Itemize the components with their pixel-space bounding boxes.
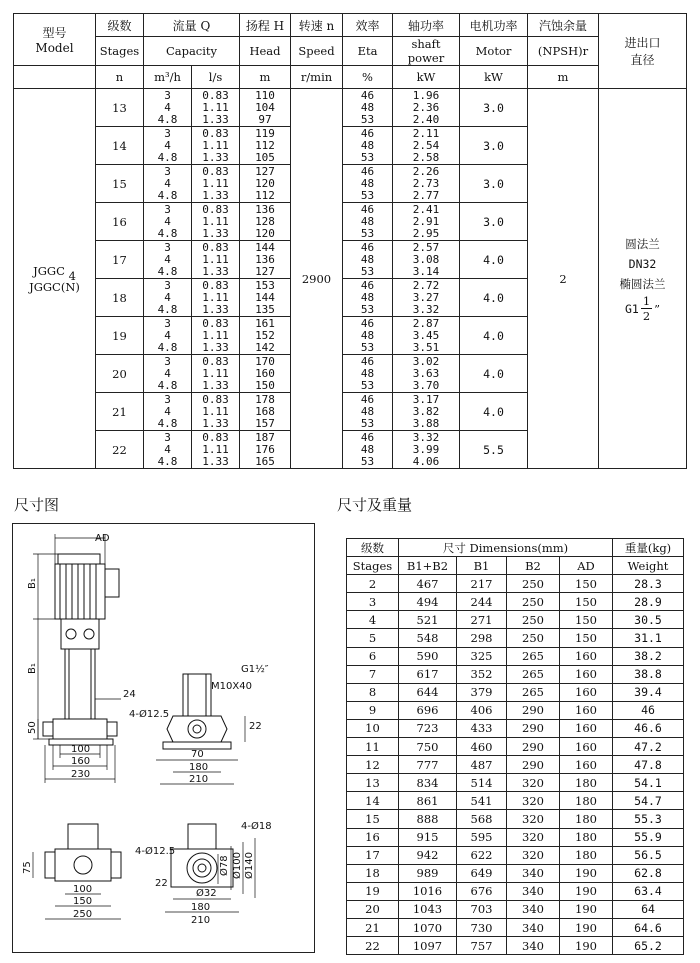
eta-header: 效率 xyxy=(343,14,393,37)
dims-b1-cell: 595 xyxy=(457,828,507,846)
dims-row xyxy=(347,828,684,846)
label-160: 160 xyxy=(71,756,91,767)
label-50: 50 xyxy=(27,721,38,734)
dims-weight-cell: 39.4 xyxy=(613,683,684,701)
flow-unit-ls: l/s xyxy=(192,66,240,89)
flow-m3h-cell: 3 4 4.8 xyxy=(144,203,192,241)
flow-m3h-cell: 3 4 4.8 xyxy=(144,431,192,469)
dims-weight-cell: 55.9 xyxy=(613,828,684,846)
stages-cell: 16 xyxy=(96,203,144,241)
npsh-cell: 2 xyxy=(528,89,599,469)
dims-stages-cell: 15 xyxy=(347,810,399,828)
label-d78: Ø78 xyxy=(219,855,230,876)
dims-stages-cell: 7 xyxy=(347,665,399,683)
label-230: 230 xyxy=(71,769,91,780)
dims-b2-cell: 320 xyxy=(507,846,560,864)
eta-cell: 46 48 53 xyxy=(343,165,393,203)
label-b1-mid: B₁ xyxy=(27,663,38,674)
dims-stages-cell: 14 xyxy=(347,792,399,810)
head-cell: 110 104 97 xyxy=(240,89,291,127)
dims-row xyxy=(347,665,684,683)
dims-b1b2-cell: 942 xyxy=(399,846,457,864)
dims-b2-cell: 250 xyxy=(507,629,560,647)
dims-row xyxy=(347,647,684,665)
dims-b1b2-cell: 861 xyxy=(399,792,457,810)
dims-stages-cell: 11 xyxy=(347,738,399,756)
flow-m3h-cell: 3 4 4.8 xyxy=(144,127,192,165)
stages-cell: 20 xyxy=(96,355,144,393)
dims-stages-cell: 10 xyxy=(347,719,399,737)
stages-cell: 18 xyxy=(96,279,144,317)
shaft-power-cell: 2.11 2.54 2.58 xyxy=(393,127,460,165)
dims-ad-cell: 150 xyxy=(560,629,613,647)
flow-ls-cell: 0.83 1.11 1.33 xyxy=(192,431,240,469)
dims-row xyxy=(347,900,684,918)
flow-m3h-cell: 3 4 4.8 xyxy=(144,89,192,127)
label-75: 75 xyxy=(22,861,33,874)
eta-cell: 46 48 53 xyxy=(343,279,393,317)
label-d140: Ø140 xyxy=(244,852,255,879)
dims-b1b2-cell: 548 xyxy=(399,629,457,647)
npsh-header: 汽蚀余量 xyxy=(528,14,599,37)
flow-ls-cell: 0.83 1.11 1.33 xyxy=(192,355,240,393)
dims-b1b2-cell: 750 xyxy=(399,738,457,756)
model-cell: JGGC 4 JGGC(N) xyxy=(14,89,96,469)
speed-unit: r/min xyxy=(291,66,343,89)
dims-b2-cell: 250 xyxy=(507,593,560,611)
label-g1-half: G1½″ xyxy=(241,664,269,675)
head-cell: 178 168 157 xyxy=(240,393,291,431)
label-m10x40: M10X40 xyxy=(211,681,252,692)
motor-power-cell: 3.0 xyxy=(460,165,528,203)
dims-b1b2-cell: 1043 xyxy=(399,900,457,918)
shaft-unit: kW xyxy=(393,66,460,89)
dims-stages-cell: 21 xyxy=(347,918,399,936)
dims-ad-cell: 190 xyxy=(560,918,613,936)
dims-ad-cell: 160 xyxy=(560,756,613,774)
dims-weight-cell: 63.4 xyxy=(613,882,684,900)
dims-ad-cell: 160 xyxy=(560,647,613,665)
motor-power-cell: 5.5 xyxy=(460,431,528,469)
shaft-power-cell: 3.17 3.82 3.88 xyxy=(393,393,460,431)
dims-weight-cell: 64 xyxy=(613,900,684,918)
dims-b1-cell: 352 xyxy=(457,665,507,683)
head-cell: 187 176 165 xyxy=(240,431,291,469)
dims-stages-header-en: Stages xyxy=(347,557,399,575)
dims-b1b2-cell: 494 xyxy=(399,593,457,611)
dims-weight-cell: 64.6 xyxy=(613,918,684,936)
flow-m3h-cell: 3 4 4.8 xyxy=(144,165,192,203)
dimensions-table xyxy=(346,538,684,955)
dims-row xyxy=(347,629,684,647)
eta-cell: 46 48 53 xyxy=(343,89,393,127)
dims-row xyxy=(347,846,684,864)
head-unit: m xyxy=(240,66,291,89)
flow-ls-cell: 0.83 1.11 1.33 xyxy=(192,127,240,165)
dims-b1b2-cell: 1097 xyxy=(399,937,457,955)
dims-b1-cell: 271 xyxy=(457,611,507,629)
dims-ad-cell: 160 xyxy=(560,683,613,701)
dims-ad-cell: 190 xyxy=(560,937,613,955)
stages-cell: 21 xyxy=(96,393,144,431)
dims-b1b2-cell: 777 xyxy=(399,756,457,774)
dims-weight-cell: 47.2 xyxy=(613,738,684,756)
dims-stages-cell: 6 xyxy=(347,647,399,665)
dims-b1b2-cell: 521 xyxy=(399,611,457,629)
dims-b2-cell: 340 xyxy=(507,937,560,955)
flow-ls-cell: 0.83 1.11 1.33 xyxy=(192,165,240,203)
dims-row xyxy=(347,810,684,828)
dims-b1b2-cell: 723 xyxy=(399,719,457,737)
shaft-power-cell: 2.26 2.73 2.77 xyxy=(393,165,460,203)
speed-cell: 2900 xyxy=(291,89,343,469)
dims-b1b2-cell: 1016 xyxy=(399,882,457,900)
head-cell: 136 128 120 xyxy=(240,203,291,241)
stages-cell: 19 xyxy=(96,317,144,355)
flow-ls-cell: 0.83 1.11 1.33 xyxy=(192,279,240,317)
dims-row xyxy=(347,774,684,792)
performance-table xyxy=(13,13,687,469)
label-150: 150 xyxy=(73,896,93,907)
dims-stages-cell: 17 xyxy=(347,846,399,864)
label-210: 210 xyxy=(189,774,209,785)
flow-header: 流量 Q xyxy=(144,14,240,37)
dims-stages-cell: 18 xyxy=(347,864,399,882)
label-ad: AD xyxy=(95,533,110,544)
dims-ad-header: AD xyxy=(560,557,613,575)
dims-b1-cell: 649 xyxy=(457,864,507,882)
dims-weight-cell: 46 xyxy=(613,701,684,719)
eta-cell: 46 48 53 xyxy=(343,431,393,469)
dims-b2-cell: 320 xyxy=(507,810,560,828)
eta-cell: 46 48 53 xyxy=(343,393,393,431)
shaft-power-cell: 2.72 3.27 3.32 xyxy=(393,279,460,317)
motor-power-cell: 4.0 xyxy=(460,241,528,279)
dims-b1-cell: 325 xyxy=(457,647,507,665)
label-d100: Ø100 xyxy=(232,852,243,879)
dims-b2-cell: 265 xyxy=(507,683,560,701)
motor-power-cell: 4.0 xyxy=(460,317,528,355)
dims-ad-cell: 180 xyxy=(560,828,613,846)
dims-b2-cell: 340 xyxy=(507,882,560,900)
dims-row xyxy=(347,756,684,774)
dims-row xyxy=(347,683,684,701)
dims-weight-cell: 54.1 xyxy=(613,774,684,792)
dims-stages-cell: 4 xyxy=(347,611,399,629)
speed-header: 转速 n xyxy=(291,14,343,37)
dims-ad-cell: 180 xyxy=(560,846,613,864)
eta-cell: 46 48 53 xyxy=(343,355,393,393)
dims-weight-cell: 54.7 xyxy=(613,792,684,810)
model-header: 型号 Model xyxy=(14,14,96,66)
dims-b2-cell: 265 xyxy=(507,665,560,683)
dims-b2-cell: 340 xyxy=(507,900,560,918)
dims-row xyxy=(347,738,684,756)
dims-ad-cell: 190 xyxy=(560,864,613,882)
dims-row xyxy=(347,864,684,882)
dims-weight-cell: 31.1 xyxy=(613,629,684,647)
dims-weight-cell: 65.2 xyxy=(613,937,684,955)
stages-cell: 13 xyxy=(96,89,144,127)
dims-b2-cell: 250 xyxy=(507,611,560,629)
label-22-bottom: 22 xyxy=(155,878,168,889)
label-d32: Ø32 xyxy=(196,888,217,899)
dims-b1b2-cell: 1070 xyxy=(399,918,457,936)
dims-b1-cell: 487 xyxy=(457,756,507,774)
dims-row xyxy=(347,575,684,593)
stages-header-en: Stages xyxy=(96,37,144,66)
eta-cell: 46 48 53 xyxy=(343,317,393,355)
dims-row xyxy=(347,719,684,737)
motor-power-cell: 4.0 xyxy=(460,279,528,317)
dims-row xyxy=(347,701,684,719)
head-cell: 161 152 142 xyxy=(240,317,291,355)
dims-ad-cell: 160 xyxy=(560,719,613,737)
dims-b1b2-cell: 467 xyxy=(399,575,457,593)
dimension-drawing xyxy=(12,523,315,953)
flow-m3h-cell: 3 4 4.8 xyxy=(144,241,192,279)
pump-drawing-svg xyxy=(13,524,314,952)
dims-stages-cell: 20 xyxy=(347,900,399,918)
stages-cell: 14 xyxy=(96,127,144,165)
dims-stages-cell: 3 xyxy=(347,593,399,611)
dims-weight-cell: 38.2 xyxy=(613,647,684,665)
eta-cell: 46 48 53 xyxy=(343,127,393,165)
dims-b1-cell: 298 xyxy=(457,629,507,647)
label-210-bottom: 210 xyxy=(191,915,211,926)
shaft-header-en: shaft power xyxy=(393,37,460,66)
dims-b1b2-cell: 834 xyxy=(399,774,457,792)
head-header: 扬程 H xyxy=(240,14,291,37)
flow-ls-cell: 0.83 1.11 1.33 xyxy=(192,89,240,127)
shaft-power-cell: 2.41 2.91 2.95 xyxy=(393,203,460,241)
flow-m3h-cell: 3 4 4.8 xyxy=(144,279,192,317)
flow-header-en: Capacity xyxy=(144,37,240,66)
dims-b1-cell: 757 xyxy=(457,937,507,955)
dims-weight-header-en: Weight xyxy=(613,557,684,575)
dims-ad-cell: 150 xyxy=(560,593,613,611)
motor-power-cell: 3.0 xyxy=(460,127,528,165)
dims-stages-cell: 8 xyxy=(347,683,399,701)
dims-b2-cell: 265 xyxy=(507,647,560,665)
drawing-section-title: 尺寸图 xyxy=(14,496,60,514)
dims-stages-cell: 5 xyxy=(347,629,399,647)
shaft-power-cell: 2.87 3.45 3.51 xyxy=(393,317,460,355)
npsh-header-en: (NPSH)r xyxy=(528,37,599,66)
dims-stages-cell: 13 xyxy=(347,774,399,792)
dims-b1b2-cell: 617 xyxy=(399,665,457,683)
label-22: 22 xyxy=(249,721,262,732)
speed-header-en: Speed xyxy=(291,37,343,66)
dims-ad-cell: 190 xyxy=(560,882,613,900)
dims-section-title: 尺寸及重量 xyxy=(337,496,413,514)
label-holes-bottom: 4-Ø12.5 xyxy=(135,846,176,857)
dims-b1-cell: 379 xyxy=(457,683,507,701)
motor-power-cell: 3.0 xyxy=(460,203,528,241)
dims-b2-cell: 340 xyxy=(507,864,560,882)
dims-row xyxy=(347,792,684,810)
motor-header-en: Motor xyxy=(460,37,528,66)
flow-ls-cell: 0.83 1.11 1.33 xyxy=(192,317,240,355)
stages-cell: 15 xyxy=(96,165,144,203)
dims-b1-cell: 730 xyxy=(457,918,507,936)
dims-weight-cell: 55.3 xyxy=(613,810,684,828)
shaft-power-cell: 3.32 3.99 4.06 xyxy=(393,431,460,469)
dims-b1-cell: 541 xyxy=(457,792,507,810)
head-cell: 153 144 135 xyxy=(240,279,291,317)
dims-b2-cell: 290 xyxy=(507,756,560,774)
flow-m3h-cell: 3 4 4.8 xyxy=(144,393,192,431)
dims-b1b2-cell: 888 xyxy=(399,810,457,828)
dims-stages-cell: 2 xyxy=(347,575,399,593)
dims-b2-cell: 290 xyxy=(507,719,560,737)
stages-unit: n xyxy=(96,66,144,89)
eta-cell: 46 48 53 xyxy=(343,241,393,279)
dims-ad-cell: 150 xyxy=(560,575,613,593)
dims-ad-cell: 160 xyxy=(560,665,613,683)
dims-row xyxy=(347,882,684,900)
label-250: 250 xyxy=(73,909,93,920)
pump-body-outline xyxy=(43,619,117,745)
dims-row xyxy=(347,611,684,629)
shaft-power-cell: 2.57 3.08 3.14 xyxy=(393,241,460,279)
stages-cell: 22 xyxy=(96,431,144,469)
dims-ad-cell: 150 xyxy=(560,611,613,629)
dims-b2-header: B2 xyxy=(507,557,560,575)
shaft-power-cell: 3.02 3.63 3.70 xyxy=(393,355,460,393)
head-header-en: Head xyxy=(240,37,291,66)
dims-b2-cell: 250 xyxy=(507,575,560,593)
dims-weight-header: 重量(kg) xyxy=(613,539,684,557)
label-180-bottom: 180 xyxy=(191,902,211,913)
dims-b1b2-cell: 989 xyxy=(399,864,457,882)
dims-stages-cell: 22 xyxy=(347,937,399,955)
dims-row xyxy=(347,918,684,936)
head-cell: 127 120 112 xyxy=(240,165,291,203)
dims-b1-cell: 568 xyxy=(457,810,507,828)
dims-dimension-header: 尺寸 Dimensions(mm) xyxy=(399,539,613,557)
motor-power-cell: 3.0 xyxy=(460,89,528,127)
eta-unit: % xyxy=(343,66,393,89)
model-unit-cell xyxy=(14,66,96,89)
dims-b2-cell: 290 xyxy=(507,738,560,756)
motor-unit: kW xyxy=(460,66,528,89)
dims-b1-cell: 676 xyxy=(457,882,507,900)
dims-b2-cell: 320 xyxy=(507,792,560,810)
label-100-bottom: 100 xyxy=(73,884,93,895)
dims-b1-cell: 217 xyxy=(457,575,507,593)
dims-ad-cell: 180 xyxy=(560,774,613,792)
shaft-header: 轴功率 xyxy=(393,14,460,37)
dims-weight-cell: 56.5 xyxy=(613,846,684,864)
motor-header: 电机功率 xyxy=(460,14,528,37)
motor-power-cell: 4.0 xyxy=(460,393,528,431)
dims-row xyxy=(347,937,684,955)
dims-stages-cell: 12 xyxy=(347,756,399,774)
dims-weight-cell: 38.8 xyxy=(613,665,684,683)
dims-weight-cell: 28.3 xyxy=(613,575,684,593)
dims-b1-cell: 622 xyxy=(457,846,507,864)
flow-m3h-cell: 3 4 4.8 xyxy=(144,317,192,355)
dims-b1b2-cell: 696 xyxy=(399,701,457,719)
dims-weight-cell: 46.6 xyxy=(613,719,684,737)
flow-ls-cell: 0.83 1.11 1.33 xyxy=(192,393,240,431)
dims-stages-cell: 19 xyxy=(347,882,399,900)
label-180: 180 xyxy=(189,762,209,773)
dims-b1-cell: 433 xyxy=(457,719,507,737)
stages-header: 级数 xyxy=(96,14,144,37)
dims-b1b2-cell: 915 xyxy=(399,828,457,846)
flow-ls-cell: 0.83 1.11 1.33 xyxy=(192,203,240,241)
stages-cell: 17 xyxy=(96,241,144,279)
dims-b2-cell: 290 xyxy=(507,701,560,719)
dims-b1b2-cell: 644 xyxy=(399,683,457,701)
label-100: 100 xyxy=(71,744,91,755)
dims-weight-cell: 28.9 xyxy=(613,593,684,611)
label-70: 70 xyxy=(191,749,204,760)
eta-header-en: Eta xyxy=(343,37,393,66)
dims-b1b2-cell: 590 xyxy=(399,647,457,665)
dims-stages-cell: 16 xyxy=(347,828,399,846)
dims-ad-cell: 190 xyxy=(560,900,613,918)
eta-cell: 46 48 53 xyxy=(343,203,393,241)
npsh-unit: m xyxy=(528,66,599,89)
motor-power-cell: 4.0 xyxy=(460,355,528,393)
motor-outline xyxy=(55,554,119,619)
shaft-power-cell: 1.96 2.36 2.40 xyxy=(393,89,460,127)
dims-b2-cell: 340 xyxy=(507,918,560,936)
port-header: 进出口 直径 xyxy=(599,14,687,89)
dims-b1-cell: 514 xyxy=(457,774,507,792)
port-diameter-cell: 圆法兰 DN32 椭圆法兰 G1 1 2 ” xyxy=(599,89,687,469)
dims-b2-cell: 320 xyxy=(507,774,560,792)
dims-row xyxy=(347,593,684,611)
head-cell: 170 160 150 xyxy=(240,355,291,393)
flow-ls-cell: 0.83 1.11 1.33 xyxy=(192,241,240,279)
head-cell: 119 112 105 xyxy=(240,127,291,165)
label-holes-18: 4-Ø18 xyxy=(241,821,272,832)
dims-weight-cell: 62.8 xyxy=(613,864,684,882)
dims-stages-cell: 9 xyxy=(347,701,399,719)
dims-b1-cell: 460 xyxy=(457,738,507,756)
head-cell: 144 136 127 xyxy=(240,241,291,279)
dims-b1-cell: 703 xyxy=(457,900,507,918)
dims-ad-cell: 180 xyxy=(560,810,613,828)
dims-ad-cell: 160 xyxy=(560,701,613,719)
label-b1-top: B₁ xyxy=(27,578,38,589)
flow-unit-m3h: m³/h xyxy=(144,66,192,89)
dims-b1-cell: 406 xyxy=(457,701,507,719)
dims-b1b2-header: B1+B2 xyxy=(399,557,457,575)
dims-ad-cell: 160 xyxy=(560,738,613,756)
dims-b2-cell: 320 xyxy=(507,828,560,846)
performance-row xyxy=(14,89,687,127)
dims-weight-cell: 47.8 xyxy=(613,756,684,774)
dims-weight-cell: 30.5 xyxy=(613,611,684,629)
label-24: 24 xyxy=(123,689,136,700)
dims-ad-cell: 180 xyxy=(560,792,613,810)
dims-b1-cell: 244 xyxy=(457,593,507,611)
dims-b1-header: B1 xyxy=(457,557,507,575)
flow-m3h-cell: 3 4 4.8 xyxy=(144,355,192,393)
dims-stages-header: 级数 xyxy=(347,539,399,557)
label-holes-top: 4-Ø12.5 xyxy=(129,709,170,720)
